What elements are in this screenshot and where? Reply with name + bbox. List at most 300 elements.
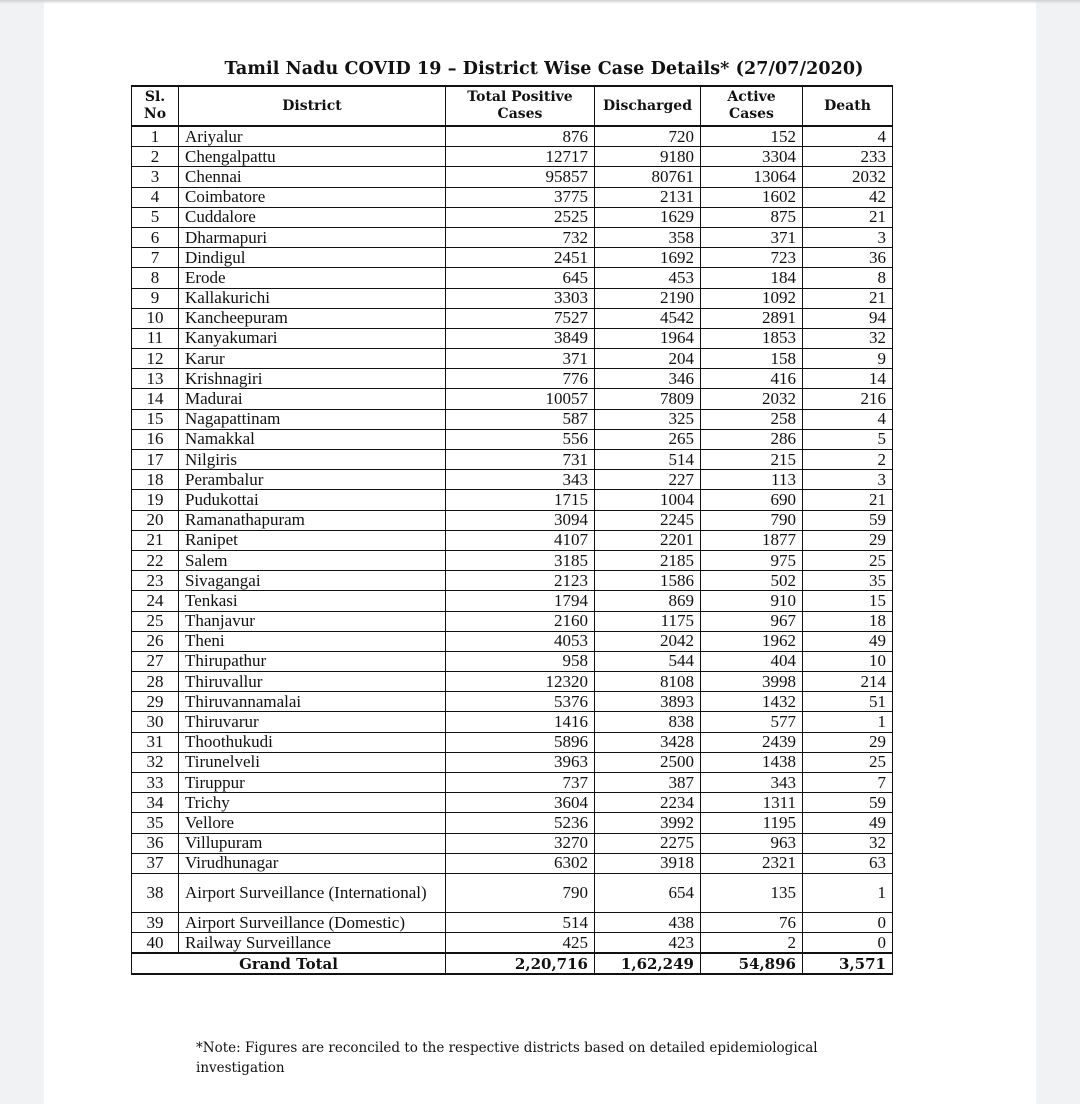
cell-discharged: 2042 (595, 631, 701, 651)
cell-active: 790 (701, 510, 803, 530)
cell-total-positive: 2123 (446, 571, 595, 591)
cell-active: 2032 (701, 389, 803, 409)
cell-total-positive: 737 (446, 773, 595, 793)
table-row (132, 207, 893, 227)
cell-discharged: 3918 (595, 853, 701, 873)
table-row (132, 752, 893, 772)
cell-death: 21 (803, 288, 893, 308)
cell-total-positive: 95857 (446, 167, 595, 187)
cell-sl-no: 18 (132, 470, 179, 490)
cell-death: 36 (803, 248, 893, 268)
table-row (132, 833, 893, 853)
cell-total-positive: 587 (446, 409, 595, 429)
cell-active: 343 (701, 773, 803, 793)
cell-total-positive: 645 (446, 268, 595, 288)
cell-total-positive: 3303 (446, 288, 595, 308)
cell-active: 2 (701, 933, 803, 954)
cell-sl-no: 25 (132, 611, 179, 631)
cell-discharged: 1964 (595, 328, 701, 348)
cell-active: 13064 (701, 167, 803, 187)
cell-district: Perambalur (179, 470, 446, 490)
cell-discharged: 204 (595, 349, 701, 369)
cell-active: 3998 (701, 672, 803, 692)
cell-active: 371 (701, 227, 803, 247)
cell-death: 35 (803, 571, 893, 591)
cell-death: 2032 (803, 167, 893, 187)
cell-total-positive: 3849 (446, 328, 595, 348)
cell-district: Villupuram (179, 833, 446, 853)
cell-district: Tirunelveli (179, 752, 446, 772)
cell-active: 577 (701, 712, 803, 732)
cell-death: 4 (803, 126, 893, 147)
cell-sl-no: 30 (132, 712, 179, 732)
cell-total-positive: 958 (446, 651, 595, 671)
cell-sl-no: 31 (132, 732, 179, 752)
cell-sl-no: 5 (132, 207, 179, 227)
header-district: District (179, 86, 446, 126)
table-row (132, 369, 893, 389)
cell-active: 404 (701, 651, 803, 671)
cell-total-positive: 5236 (446, 813, 595, 833)
cell-death: 4 (803, 409, 893, 429)
cell-sl-no: 39 (132, 912, 179, 932)
cell-discharged: 387 (595, 773, 701, 793)
table-row (132, 933, 893, 954)
cell-sl-no: 13 (132, 369, 179, 389)
cell-district: Nagapattinam (179, 409, 446, 429)
cell-death: 49 (803, 813, 893, 833)
cell-total-positive: 4107 (446, 530, 595, 550)
cell-active: 690 (701, 490, 803, 510)
cell-discharged: 2131 (595, 187, 701, 207)
cell-discharged: 453 (595, 268, 701, 288)
cell-death: 51 (803, 692, 893, 712)
table-row (132, 490, 893, 510)
cell-active: 975 (701, 550, 803, 570)
cell-discharged: 1004 (595, 490, 701, 510)
cell-sl-no: 20 (132, 510, 179, 530)
cell-death: 94 (803, 308, 893, 328)
cell-discharged: 544 (595, 651, 701, 671)
cell-district: Thiruvannamalai (179, 692, 446, 712)
cell-sl-no: 8 (132, 268, 179, 288)
grand-total-discharged: 1,62,249 (595, 953, 701, 974)
header-active-line2: Cases (729, 106, 774, 122)
cell-death: 21 (803, 207, 893, 227)
cell-death: 25 (803, 550, 893, 570)
cell-district: Dharmapuri (179, 227, 446, 247)
cell-sl-no: 12 (132, 349, 179, 369)
cell-sl-no: 27 (132, 651, 179, 671)
cell-discharged: 2500 (595, 752, 701, 772)
cell-active: 416 (701, 369, 803, 389)
table-row (132, 470, 893, 490)
cell-active: 1877 (701, 530, 803, 550)
cell-district: Vellore (179, 813, 446, 833)
header-death: Death (803, 86, 893, 126)
table-row (132, 429, 893, 449)
cell-death: 29 (803, 530, 893, 550)
cell-total-positive: 4053 (446, 631, 595, 651)
cell-discharged: 265 (595, 429, 701, 449)
cell-sl-no: 1 (132, 126, 179, 147)
cell-death: 216 (803, 389, 893, 409)
cell-total-positive: 6302 (446, 853, 595, 873)
cell-discharged: 869 (595, 591, 701, 611)
table-row (132, 530, 893, 550)
cell-discharged: 423 (595, 933, 701, 954)
cell-discharged: 3428 (595, 732, 701, 752)
cell-discharged: 2275 (595, 833, 701, 853)
header-active-line1: Active (727, 89, 776, 105)
cell-district: Airport Surveillance (International) (179, 873, 446, 912)
cell-total-positive: 5376 (446, 692, 595, 712)
cell-death: 0 (803, 933, 893, 954)
cell-death: 21 (803, 490, 893, 510)
cell-discharged: 227 (595, 470, 701, 490)
cell-discharged: 3992 (595, 813, 701, 833)
cell-sl-no: 34 (132, 793, 179, 813)
cell-sl-no: 22 (132, 550, 179, 570)
cell-discharged: 2234 (595, 793, 701, 813)
cell-discharged: 8108 (595, 672, 701, 692)
cell-total-positive: 3094 (446, 510, 595, 530)
cell-active: 2439 (701, 732, 803, 752)
cell-discharged: 7809 (595, 389, 701, 409)
table-row (132, 672, 893, 692)
cell-death: 10 (803, 651, 893, 671)
cell-total-positive: 2451 (446, 248, 595, 268)
cell-total-positive: 3185 (446, 550, 595, 570)
table-row (132, 651, 893, 671)
cell-sl-no: 40 (132, 933, 179, 954)
cell-discharged: 2245 (595, 510, 701, 530)
cell-death: 3 (803, 470, 893, 490)
cell-death: 42 (803, 187, 893, 207)
table-row (132, 268, 893, 288)
cell-sl-no: 28 (132, 672, 179, 692)
cell-death: 15 (803, 591, 893, 611)
cell-death: 25 (803, 752, 893, 772)
table-row (132, 288, 893, 308)
cell-district: Ramanathapuram (179, 510, 446, 530)
cell-district: Kallakurichi (179, 288, 446, 308)
table-row (132, 571, 893, 591)
cell-district: Erode (179, 268, 446, 288)
cell-sl-no: 24 (132, 591, 179, 611)
grand-total-row (132, 953, 893, 974)
cell-discharged: 514 (595, 450, 701, 470)
cell-district: Ariyalur (179, 126, 446, 147)
cell-active: 1962 (701, 631, 803, 651)
cell-sl-no: 37 (132, 853, 179, 873)
cell-total-positive: 1416 (446, 712, 595, 732)
cell-discharged: 325 (595, 409, 701, 429)
cell-discharged: 9180 (595, 147, 701, 167)
cell-active: 158 (701, 349, 803, 369)
table-row (132, 550, 893, 570)
cell-district: Thiruvarur (179, 712, 446, 732)
table-row (132, 591, 893, 611)
cell-death: 59 (803, 510, 893, 530)
cell-total-positive: 1715 (446, 490, 595, 510)
cell-total-positive: 1794 (446, 591, 595, 611)
cell-district: Kancheepuram (179, 308, 446, 328)
table-row (132, 712, 893, 732)
cell-death: 1 (803, 712, 893, 732)
cell-total-positive: 425 (446, 933, 595, 954)
table-row (132, 631, 893, 651)
table-row (132, 853, 893, 873)
table-row (132, 126, 893, 147)
cell-total-positive: 731 (446, 450, 595, 470)
cell-active: 2891 (701, 308, 803, 328)
cell-active: 502 (701, 571, 803, 591)
cell-death: 8 (803, 268, 893, 288)
cell-discharged: 1586 (595, 571, 701, 591)
cell-district: Kanyakumari (179, 328, 446, 348)
cell-total-positive: 3963 (446, 752, 595, 772)
table-row (132, 167, 893, 187)
cell-discharged: 4542 (595, 308, 701, 328)
cell-sl-no: 16 (132, 429, 179, 449)
cell-discharged: 358 (595, 227, 701, 247)
cell-sl-no: 10 (132, 308, 179, 328)
cell-death: 18 (803, 611, 893, 631)
cell-active: 1432 (701, 692, 803, 712)
cell-death: 214 (803, 672, 893, 692)
cell-sl-no: 35 (132, 813, 179, 833)
cell-active: 1092 (701, 288, 803, 308)
cell-district: Coimbatore (179, 187, 446, 207)
cell-active: 2321 (701, 853, 803, 873)
cell-discharged: 80761 (595, 167, 701, 187)
page-title: Tamil Nadu COVID 19 – District Wise Case Details* (27/07/2020) (224, 59, 864, 79)
cell-total-positive: 3775 (446, 187, 595, 207)
cell-active: 1195 (701, 813, 803, 833)
cell-total-positive: 732 (446, 227, 595, 247)
table-row (132, 248, 893, 268)
cell-district: Dindigul (179, 248, 446, 268)
cell-discharged: 3893 (595, 692, 701, 712)
cell-sl-no: 2 (132, 147, 179, 167)
cell-district: Trichy (179, 793, 446, 813)
cell-active: 152 (701, 126, 803, 147)
cell-district: Madurai (179, 389, 446, 409)
cell-district: Thanjavur (179, 611, 446, 631)
cell-sl-no: 4 (132, 187, 179, 207)
cell-active: 258 (701, 409, 803, 429)
cell-district: Tiruppur (179, 773, 446, 793)
cell-total-positive: 3604 (446, 793, 595, 813)
cell-district: Sivagangai (179, 571, 446, 591)
table-row (132, 328, 893, 348)
table-row (132, 732, 893, 752)
cell-sl-no: 26 (132, 631, 179, 651)
cell-total-positive: 371 (446, 349, 595, 369)
cell-active: 286 (701, 429, 803, 449)
grand-total-label: Grand Total (132, 953, 446, 974)
cell-district: Airport Surveillance (Domestic) (179, 912, 446, 932)
cell-total-positive: 2525 (446, 207, 595, 227)
header-total-line2: Cases (497, 106, 543, 122)
table-row (132, 308, 893, 328)
cell-death: 59 (803, 793, 893, 813)
header-sl-no (132, 86, 179, 126)
cell-death: 7 (803, 773, 893, 793)
cell-sl-no: 11 (132, 328, 179, 348)
cell-sl-no: 7 (132, 248, 179, 268)
cell-total-positive: 5896 (446, 732, 595, 752)
cell-active: 723 (701, 248, 803, 268)
grand-total-death: 3,571 (803, 953, 893, 974)
cell-sl-no: 17 (132, 450, 179, 470)
table-row (132, 813, 893, 833)
cell-district: Chennai (179, 167, 446, 187)
header-discharged: Discharged (595, 86, 701, 126)
viewer-top-shadow (0, 0, 1080, 4)
cell-sl-no: 23 (132, 571, 179, 591)
table-row (132, 773, 893, 793)
cell-total-positive: 876 (446, 126, 595, 147)
cell-sl-no: 19 (132, 490, 179, 510)
cell-death: 29 (803, 732, 893, 752)
table-row (132, 793, 893, 813)
cell-total-positive: 343 (446, 470, 595, 490)
cell-active: 184 (701, 268, 803, 288)
cell-district: Tenkasi (179, 591, 446, 611)
cell-death: 1 (803, 873, 893, 912)
cell-sl-no: 32 (132, 752, 179, 772)
header-total-line1: Total Positive (467, 89, 573, 105)
cell-district: Thoothukudi (179, 732, 446, 752)
cell-death: 233 (803, 147, 893, 167)
cell-active: 76 (701, 912, 803, 932)
cell-district: Railway Surveillance (179, 933, 446, 954)
cell-death: 2 (803, 450, 893, 470)
cell-active: 135 (701, 873, 803, 912)
cell-total-positive: 790 (446, 873, 595, 912)
cell-death: 9 (803, 349, 893, 369)
cell-total-positive: 12320 (446, 672, 595, 692)
cell-sl-no: 21 (132, 530, 179, 550)
table-row (132, 450, 893, 470)
table-row (132, 409, 893, 429)
cell-death: 14 (803, 369, 893, 389)
cell-total-positive: 10057 (446, 389, 595, 409)
header-sl-line1: Sl. (144, 89, 166, 105)
table-row (132, 873, 893, 912)
cell-death: 3 (803, 227, 893, 247)
cell-total-positive: 556 (446, 429, 595, 449)
cell-district: Cuddalore (179, 207, 446, 227)
cell-discharged: 1692 (595, 248, 701, 268)
table-row (132, 147, 893, 167)
cell-district: Krishnagiri (179, 369, 446, 389)
cell-sl-no: 9 (132, 288, 179, 308)
document-page (44, 0, 1036, 1104)
cell-discharged: 346 (595, 369, 701, 389)
cell-discharged: 2190 (595, 288, 701, 308)
cell-active: 910 (701, 591, 803, 611)
cell-active: 875 (701, 207, 803, 227)
cell-sl-no: 38 (132, 873, 179, 912)
table-row (132, 510, 893, 530)
cell-district: Namakkal (179, 429, 446, 449)
footnote: *Note: Figures are reconciled to the respective districts based on detailed epidemiological investigation (196, 1040, 818, 1076)
table-row (132, 912, 893, 932)
cell-active: 963 (701, 833, 803, 853)
table-row (132, 349, 893, 369)
cell-active: 1602 (701, 187, 803, 207)
cell-total-positive: 2160 (446, 611, 595, 631)
cell-district: Salem (179, 550, 446, 570)
cell-active: 215 (701, 450, 803, 470)
cell-district: Virudhunagar (179, 853, 446, 873)
cell-death: 32 (803, 328, 893, 348)
header-sl-line2: No (143, 106, 167, 122)
cell-total-positive: 776 (446, 369, 595, 389)
cell-district: Chengalpattu (179, 147, 446, 167)
cell-death: 0 (803, 912, 893, 932)
table-row (132, 692, 893, 712)
cell-sl-no: 3 (132, 167, 179, 187)
cell-sl-no: 14 (132, 389, 179, 409)
grand-total-positive: 2,20,716 (446, 953, 595, 974)
cell-active: 113 (701, 470, 803, 490)
cell-discharged: 1629 (595, 207, 701, 227)
cell-discharged: 654 (595, 873, 701, 912)
table-row (132, 187, 893, 207)
cell-district: Thiruvallur (179, 672, 446, 692)
cell-death: 63 (803, 853, 893, 873)
cell-active: 1438 (701, 752, 803, 772)
cell-discharged: 1175 (595, 611, 701, 631)
cell-district: Nilgiris (179, 450, 446, 470)
header-active-cases (701, 86, 803, 126)
cell-sl-no: 15 (132, 409, 179, 429)
district-case-table (131, 85, 893, 975)
header-total-positive (446, 86, 595, 126)
cell-district: Theni (179, 631, 446, 651)
cell-death: 49 (803, 631, 893, 651)
table-header-row (132, 86, 893, 126)
cell-death: 32 (803, 833, 893, 853)
cell-sl-no: 29 (132, 692, 179, 712)
table-row (132, 389, 893, 409)
cell-district: Pudukottai (179, 490, 446, 510)
cell-district: Thirupathur (179, 651, 446, 671)
cell-district: Karur (179, 349, 446, 369)
cell-district: Ranipet (179, 530, 446, 550)
cell-discharged: 438 (595, 912, 701, 932)
cell-active: 1311 (701, 793, 803, 813)
cell-active: 3304 (701, 147, 803, 167)
cell-sl-no: 6 (132, 227, 179, 247)
cell-discharged: 2201 (595, 530, 701, 550)
table-row (132, 611, 893, 631)
cell-death: 5 (803, 429, 893, 449)
cell-active: 967 (701, 611, 803, 631)
cell-active: 1853 (701, 328, 803, 348)
cell-total-positive: 7527 (446, 308, 595, 328)
cell-discharged: 838 (595, 712, 701, 732)
cell-discharged: 720 (595, 126, 701, 147)
grand-total-active: 54,896 (701, 953, 803, 974)
cell-total-positive: 514 (446, 912, 595, 932)
table-row (132, 227, 893, 247)
cell-sl-no: 33 (132, 773, 179, 793)
